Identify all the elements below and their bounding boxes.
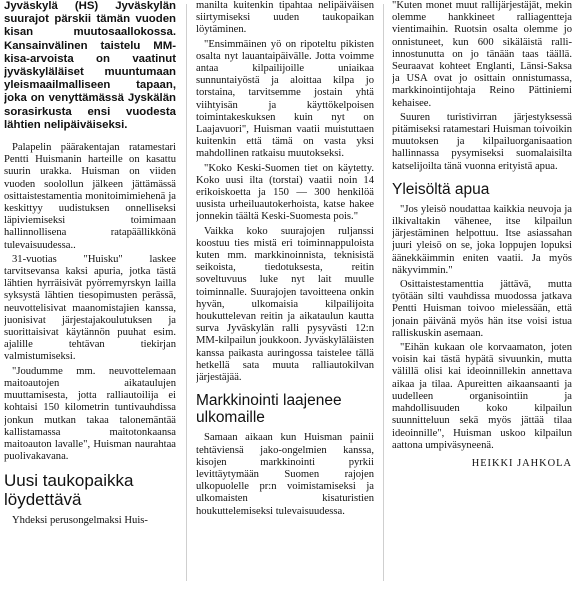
column-2 xyxy=(196,0,374,611)
paragraph: "Koko Keski-Suomen tiet on käytetty. Koko uusi ilta (torstai) vaatii noin 14 erikoiskoetta ja 150 — 300 henkilöä uusista urheiluautokerhoista, katse hakee jonnekin täältä Keski-Suomesta pois." xyxy=(196,162,374,223)
paragraph: Samaan aikaan kun Huisman painii tehtäviensä jako-ongelmien kanssa, kisojen markkinointi pyrkii levittäytymään Suomen rajojen ulkopuolelle pr:n voimistamiseksi ja ulkomaisten kisaturistien houkuttelemiseksi tulevaisuudessa. xyxy=(196,432,374,517)
paragraph: "Kuten monet muut rallijärjestäjät, mekin olemme hankkineet ralliagentteja vientimaihin. Ruotsin osalta olemme jo onnistuneet, kun 600 sikäläistä ralli-innostunutta on jo tänään taas täällä. Seuraavat kohteet Englanti, Länsi-Saksa ja USA ovat jo osittain onnistumassa, markkinointijohtaja Reino Pättiniemi kehaisee. xyxy=(392,0,572,109)
column-1 xyxy=(4,0,176,611)
paragraph: 31-vuotias "Huisku" laskee tarvitsevansa kaksi apuria, jotka tästä lähtien hyrräisivät pyörremyrskyn lailla syksystä lähtien tiesopimusten perässä, neuvottelisivat maanomistajien kanssa, juonisivat järjestajakoulutuksen ja suorittaisivat käytännön puuhat esim. ajalille tehtävan tiekirjan valmistumiseksi. xyxy=(4,253,176,363)
subheading: Markkinointi laajenee ulkomaille xyxy=(196,392,342,427)
paragraph: Yhdeksi perusongelmaksi Huis- xyxy=(12,515,148,527)
paragraph: "Eihän kukaan ole korvaamaton, joten voisin kai tästä hypätä sivuunkin, mutta välillä olisi kai ideoinnillekin annettava aikaa ja tilaa. Apureitten aikaansaanti ja uudelleen organisointiin ja mahdollisuuden koko kilpailun suunnitteluun sekä myös jättää tilaa ideoinnille", Huisman uskoo kilpailun aattona umpiväsyneenä. xyxy=(392,342,572,451)
body-text xyxy=(392,204,572,452)
column-rule xyxy=(186,4,187,581)
subheading: Yleisöltä apua xyxy=(392,180,490,198)
paragraph: Osittaistestamenttia jättävä, mutta työtään silti vauhdissa muodossa jatkava Pentti Huisman toivoo mielessään, että jonain päivänä myös hän itse voisi istua ralliskuskin asemaan. xyxy=(392,279,572,339)
body-text xyxy=(4,515,176,527)
body-text xyxy=(196,0,374,384)
paragraph: Palapelin päärakentajan ratamestari Pentti Huismanin harteille on kasattu suurin urakka. Huisman on viiden vuoden soolollun jälkeen jättämässä osittaistestamentia monitoimimiehenä ja keskittyy uudistuksen onnelliseksi läpiviemiseksi toimimaan hallinnollisena ratapäällikkönä tulevaisuudessa.. xyxy=(4,142,176,251)
column-rule xyxy=(383,4,384,581)
body-text xyxy=(196,432,374,517)
body-text xyxy=(392,0,572,173)
paragraph: "Joudumme mm. neuvottelemaan maitoautojen aikataulujen muuttamisesta, jotta ralliautoilija ei kohtaisi 150 kilometrin tuntivauhdissa jonkun mutkan takaa talonemäntää kallistamassa maitotonkaansa maitoauton lavalle", Huisman naurahtaa puolivakavana. xyxy=(4,365,176,463)
paragraph: Vaikka koko suurajojen ruljanssi koostuu ties mistä eri toiminnappuloista kuten mm. markkinoinnista, teknisistä seikoista, tiedotuksesta, reitin soveltuvuus luke nyt lait muulle toiminnalle. Suurajojen tavoitteena onkin hyvän, ulkomaisia kilpailijoita houkuttelevan reitin ja aikataulun kautta surva Jyväskylän ralli pysyvästi 12:n MM-kilpailun joukkoon. Jyväskyläläisten kanssa paikasta auringossa taistelee tällä hetkellä sata muuta ralliautokilvan järjestäjää. xyxy=(196,225,374,384)
lead-text: Jyväskylä (HS) Jyväskylän suurajot pärskii tämän vuoden kisan muutosaallokossa. Kansainvälinen taistelu MM-kisa-arvoista on vaatinut jyväskyläläiset muuntumaan yleismaailmalliseen tapaan, joka on venyttämässä Jyskälän sorasirkusta ensi vuodesta lähtien nelipäiväiseksi. xyxy=(4,0,176,131)
lead-paragraph xyxy=(4,0,176,132)
paragraph: Suuren turistivirran järjestyksessä pitämiseksi ratamestari Huisman toivoikin muutoksen ja kilpailuorganisaation hallinnassa pysymiseksi suomalaisilta katselijoilta tänä vuonna erityistä apua. xyxy=(392,111,572,172)
paragraph: "Jos yleisö noudattaa kaikkia neuvoja ja ilkivaltakin vähenee, itse kilpailun järjestäminen helpottuu. Itse asiassahan juuri yleisö on se, joka loppujen lopuksi äänekkäimmin eniten vaatii. Ja myös näkyvimmin." xyxy=(392,203,572,276)
subheading: Uusi taukopaikka löydettävä xyxy=(4,471,134,510)
body-text xyxy=(4,142,176,463)
paragraph: "Ensimmäinen yö on ripoteltu pikisten osalta nyt lauantaipäivälle. Jotta voimme antaa kilpailijoille uniaikaa sunnuntaiyöstä ja aloittaa kilpa jo torstaina, tarvitsemme jostain yhtä viihtyisän ja käyttökelpoisen toimintakeskuksen kuin nyt on Laajavuori", Huisman vaatii muistuttaen kuitenkin että tämä on vasta yksi mahdollinen ratkaisu muutokseksi. xyxy=(196,38,374,160)
article-page xyxy=(4,0,572,611)
author-byline: HEIKKI JAHKOLA xyxy=(471,457,572,469)
column-3 xyxy=(392,0,572,611)
paragraph: manilta kuitenkin tipahtaa nelipäiväisen siirtymiseksi uuden taukopaikan löytäminen. xyxy=(196,0,374,36)
